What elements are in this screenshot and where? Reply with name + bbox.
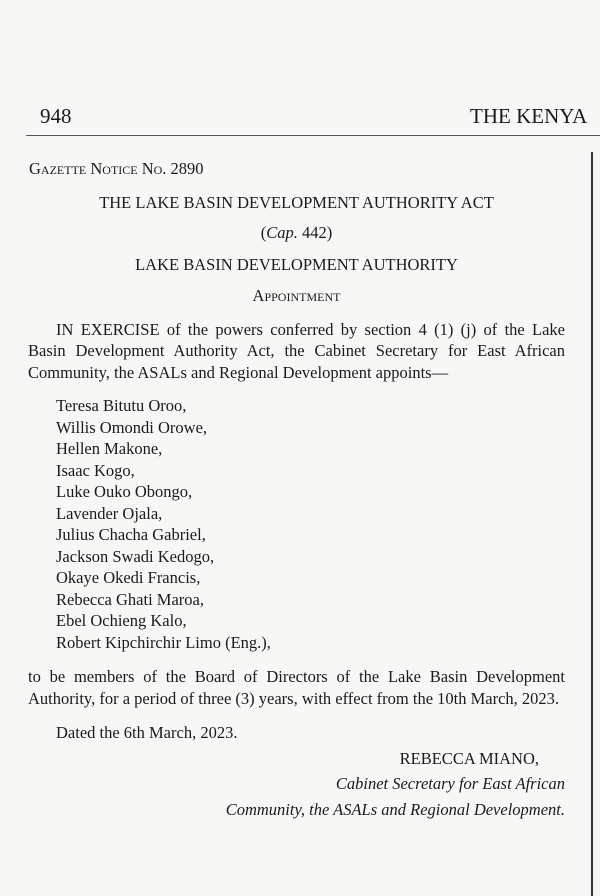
notice-number: Gazette Notice No. 2890	[29, 159, 204, 178]
appointee-name: Jackson Swadi Kedogo,	[56, 546, 215, 566]
column-divider	[591, 152, 593, 896]
page-header	[0, 100, 600, 136]
cap-reference: (Cap. 442)	[260, 223, 333, 242]
appointee-name: Ebel Ochieng Kalo,	[56, 611, 187, 630]
gazette-notice	[28, 150, 565, 820]
appointee-name: Lavender Ojala,	[56, 503, 163, 523]
appointee-name: Julius Chacha Gabriel,	[56, 525, 206, 544]
gazette-title: THE KENYA	[470, 104, 588, 128]
appointee-name: Hellen Makone,	[56, 439, 163, 458]
appointee-name: Okaye Okedi Francis,	[56, 568, 201, 587]
signatory-title-line1: Cabinet Secretary for East African	[335, 774, 565, 793]
signatory-title-line2: Community, the ASALs and Regional Development.	[225, 799, 565, 819]
authority-title: LAKE BASIN DEVELOPMENT AUTHORITY	[135, 254, 458, 274]
appointee-name: Isaac Kogo,	[56, 460, 135, 480]
appointee-name: Rebecca Ghati Maroa,	[56, 589, 204, 609]
appointee-name: Willis Omondi Orowe,	[56, 417, 208, 437]
header-rule	[26, 135, 600, 136]
page-number: 948	[40, 104, 72, 128]
signatory-name: REBECCA MIANO,	[399, 748, 539, 768]
date-line: Dated the 6th March, 2023.	[56, 723, 238, 742]
appointee-name: Luke Ouko Obongo,	[56, 482, 193, 501]
purpose-paragraph: to be members of the Board of Directors of the Lake Basin Development Authority, for a period of three (3) years, with effect from the 10th March, 2023.	[28, 667, 565, 708]
appointee-name: Teresa Bitutu Oroo,	[56, 396, 187, 415]
intro-paragraph: IN EXERCISE of the powers conferred by section 4 (1) (j) of the Lake Basin Development Authority Act, the Cabinet Secretary for East African Community, the ASALs and Regional Development appoints—	[28, 319, 565, 382]
act-title: THE LAKE BASIN DEVELOPMENT AUTHORITY ACT	[99, 192, 494, 212]
appointee-name: Robert Kipchirchir Limo (Eng.),	[56, 632, 271, 652]
appointee-list	[56, 395, 565, 653]
notice-heading: Appointment	[252, 286, 341, 305]
